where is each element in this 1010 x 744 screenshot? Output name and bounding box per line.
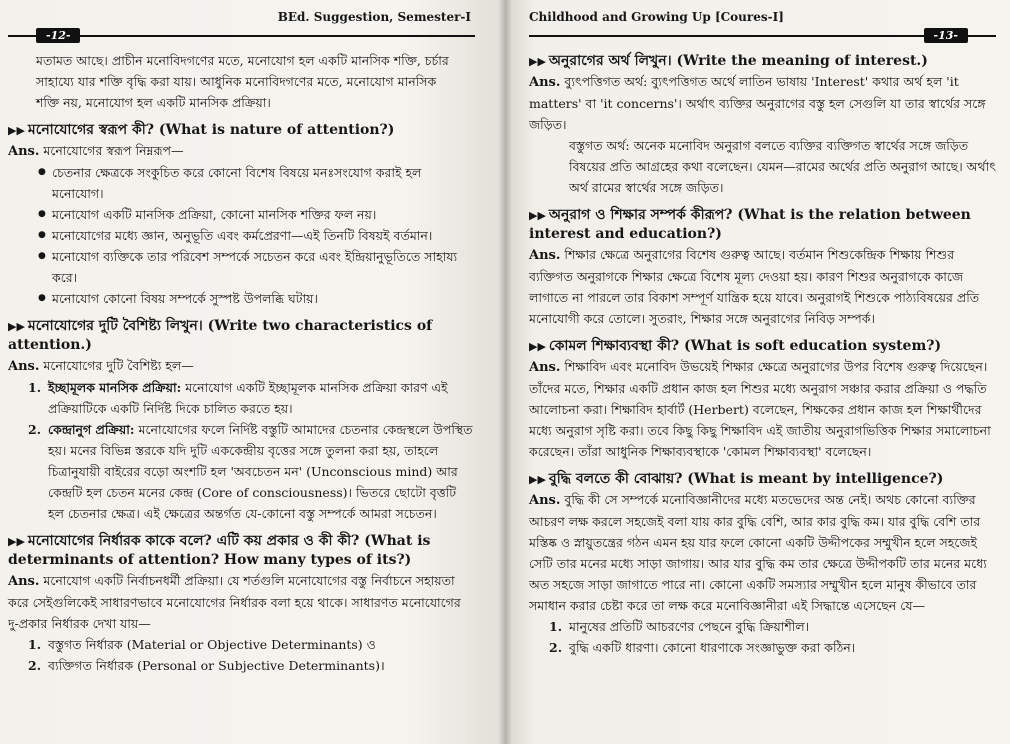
arrow-icon: ▶▶: [529, 473, 546, 486]
answer-block: [529, 71, 996, 135]
left-running-head: BEd. Suggestion, Semester-I: [277, 10, 471, 24]
answer-block: [8, 570, 475, 634]
list-item: 1. মানুষের প্রতিটি আচরণের পেছনে বুদ্ধি ক্রিয়াশীল।: [549, 619, 810, 634]
ans-label: Ans.: [529, 248, 561, 263]
ans-label: Ans.: [8, 359, 40, 374]
book-gutter: [498, 0, 512, 744]
bullet-list: [8, 162, 475, 309]
answer-text: বুদ্ধি কী সে সম্পর্কে মনোবিজ্ঞানীদের মধ্যে মতভেদের অন্ত নেই। অথচ কোনো ব্যক্তির আচরণ লক্ষ করলে সহজেই বলা যায় কার বুদ্ধি বেশি, আর কার বুদ্ধি কম। যার বুদ্ধি বেশি তার মস্তিষ্ক ও স্নায়ুতন্ত্রের গঠন এমন হয় যার ফলে কোনো একটি উদ্দীপকের সম্মুখীন হলে সহজেই সেটি তার মনের মধ্যে সাড়া জাগায়। আর যার বুদ্ধি কম তার ক্ষেত্রে উদ্দীপকটি তার মনের মধ্যে অত সহজে সাড়া জাগাতে পারে না। কোনো একটি সমস্যার সম্মুখীন হলে মানুষ কীভাবে তার সমাধান করার চেষ্টা করে তা লক্ষ করে মনোবিজ্ঞানীরা এই সিদ্ধান্তে এসেছেন যে—: [529, 492, 987, 613]
list-item: ● মনোযোগের মধ্যে জ্ঞান, অনুভূতি এবং কর্মপ্রেরণা—এই তিনটি বিষয়ই বর্তমান।: [52, 225, 475, 246]
question-heading: ▶▶ মনোযোগের নির্ধারক কাকে বলে? এটি কয় প্রকার ও কী কী? (What is determinants of attention? How many types of its?): [8, 533, 431, 568]
ans-label: Ans.: [8, 574, 40, 589]
intro-paragraph: [8, 50, 475, 113]
list-item: ● মনোযোগ একটি মানসিক প্রক্রিয়া, কোনো মানসিক শক্তির ফল নয়।: [52, 204, 475, 225]
answer-text: ব্যুৎপত্তিগত অর্থ: ব্যুৎপত্তিগত অর্থে লাতিন ভাষায় 'Interest' কথার অর্থ হল 'it matters' বা 'it concerns'। অর্থাৎ ব্যক্তির অনুরাগের বস্তু হল সেগুলি যা তার স্বার্থের সঙ্গে জড়িত।: [529, 74, 986, 132]
arrow-icon: ▶▶: [8, 124, 25, 137]
answer-block: [529, 244, 996, 329]
intro-line: সাহায্যে যার শক্তি বৃদ্ধি করা যায়। আধুনিক মনোবিদগণের মতে, মনোযোগ মানসিক: [36, 74, 437, 89]
left-page-number: -12-: [36, 28, 80, 43]
answer-intro: মনোযোগের স্বরূপ নিম্নরূপ—: [43, 143, 184, 158]
left-header-bar: [8, 28, 475, 44]
answer-intro: মনোযোগের দুটি বৈশিষ্ট্য হল—: [43, 358, 194, 373]
ans-label: Ans.: [529, 493, 561, 508]
question-heading: ▶▶ অনুরাগের অর্থ লিখুন। (Write the meaning of interest.): [529, 53, 928, 69]
intro-line: শক্তি নয়, মনোযোগ হল একটি মানসিক প্রক্রিয়া।: [36, 95, 271, 110]
question-heading: ▶▶ মনোযোগের দুটি বৈশিষ্ট্য লিখুন। (Write two characteristics of attention.): [8, 318, 433, 353]
intro-line: মতামত আছে। প্রাচীন মনোবিদগণের মতে, মনোযোগ হল একটি মানসিক শক্তি, চর্চার: [36, 53, 449, 68]
question-heading: ▶▶ বুদ্ধি বলতে কী বোঝায়? (What is meant by intelligence?): [529, 471, 944, 487]
answer-subparagraph: বস্তুগত অর্থ: অনেক মনোবিদ অনুরাগ বলতে ব্যক্তির ব্যক্তিগত স্বার্থের সঙ্গে জড়িত বিষয়ের প্রতি আগ্রহের কথা বলেছেন। যেমন—রামের অর্থের প্রতি অনুরাগ আছে। অর্থাৎ অর্থ রামের স্বার্থের সঙ্গে জড়িত।: [569, 138, 996, 195]
right-page: [505, 0, 1010, 744]
answer-text: শিক্ষাবিদ এবং মনোবিদ উভয়েই শিক্ষার ক্ষেত্রে অনুরাগের উপর বিশেষ গুরুত্ব দিয়েছেন। তাঁদের মতে, শিক্ষার একটি প্রধান কাজ হল শিশুর মধ্যে অনুরাগ সঞ্চার করার প্রক্রিয়া ও পদ্ধতি আলোচনা করা। শিক্ষাবিদ হার্বার্ট (Herbert) বলেছেন, শিক্ষকের প্রধান কাজ হল শিক্ষার্থীদের মধ্যে অনুরাগ সৃষ্টি করা। তবে কিছু কিছু শিক্ষাবিদ এই জাতীয় অনুরাগভিত্তিক শিক্ষার সমালোচনা করেছেন। তাঁরা আধুনিক শিক্ষাব্যবস্থাকে 'কোমল শিক্ষাব্যবস্থা' বলেছেন।: [529, 359, 991, 459]
answer-block: [529, 356, 996, 462]
right-running-head: Childhood and Growing Up [Coures-I]: [529, 10, 784, 24]
question-heading: ▶▶ কোমল শিক্ষাব্যবস্থা কী? (What is soft education system?): [529, 338, 942, 354]
question-heading: ▶▶ অনুরাগ ও শিক্ষার সম্পর্ক কীরূপ? (What is the relation between interest and education?): [529, 207, 971, 242]
ans-label: Ans.: [529, 360, 561, 375]
arrow-icon: ▶▶: [529, 55, 546, 68]
arrow-icon: ▶▶: [529, 340, 546, 353]
numbered-list: [529, 616, 996, 658]
arrow-icon: ▶▶: [529, 209, 546, 222]
question-heading: ▶▶ মনোযোগের স্বরূপ কী? (What is nature of attention?): [8, 122, 395, 138]
right-page-number: -13-: [924, 28, 968, 43]
answer-text: মনোযোগ একটি নির্বাচনধর্মী প্রক্রিয়া। যে শর্তগুলি মনোযোগের বস্তু নির্বাচনে সহায়তা করে সেইগুলিকেই সাধারণভাবে মনোযোগের নির্ধারক বলা হয়ে থাকে। সাধারণত মনোযোগের দু-প্রকার নির্ধারক দেখা যায়—: [8, 573, 461, 631]
list-item: ● মনোযোগ কোনো বিষয় সম্পর্কে সুস্পষ্ট উপলব্ধি ঘটায়।: [52, 288, 475, 309]
arrow-icon: ▶▶: [8, 320, 25, 333]
answer-block: [529, 489, 996, 616]
right-header-bar: [529, 28, 996, 44]
list-item: 2. কেন্দ্রানুগ প্রক্রিয়া: মনোযোগের ফলে নির্দিষ্ট বস্তুটি আমাদের চেতনার কেন্দ্রস্থলে উপস্থিত হয়। মনের বিভিন্ন স্তরকে যদি দুটি এককেন্দ্রীয় বৃত্তের সঙ্গে তুলনা করা হয়, তাহলে চিত্রানুযায়ী বাইরের বড়ো অংশটি হল 'অবচেতন মন' (Unconscious mind) আর কেন্দ্রটি হল চেতন মনের কেন্দ্র (Core of consciousness)। ভিতরে ছোটো বৃত্তটি হল চেতনার ক্ষেত্র। এই ক্ষেত্রের অন্তর্গত যে-কোনো বস্তু সম্পর্কে আমরা সচেতন।: [28, 422, 473, 521]
numbered-list: [8, 377, 475, 524]
answer-block: [8, 140, 475, 162]
ans-label: Ans.: [8, 144, 40, 159]
list-item: ● মনোযোগ ব্যক্তিকে তার পরিবেশ সম্পর্কে সচেতন করে এবং ইন্দ্রিয়ানুভূতিতে সাহায্য করে।: [52, 246, 475, 288]
arrow-icon: ▶▶: [8, 535, 25, 548]
answer-text: শিক্ষার ক্ষেত্রে অনুরাগের বিশেষ গুরুত্ব আছে। বর্তমান শিশুকেন্দ্রিক শিক্ষায় শিশুর ব্যক্তিগত অনুরাগকে শিক্ষার ক্ষেত্রে বিশেষ মূল্য দেওয়া হয়। কারণ শিশুর অনুরাগকে কাজে লাগাতে না পারলে তার বিকাশ সম্পূর্ণ যান্ত্রিক হয়ে যাবে। অনুরাগই শিশুকে পাঠ্যবিষয়ের প্রতি মনোযোগী করে তোলে। সুতরাং, শিক্ষার সঙ্গে অনুরাগের নিবিড় সম্পর্ক।: [529, 247, 980, 326]
numbered-list: [8, 634, 475, 676]
ans-label: Ans.: [529, 75, 561, 90]
list-item: 2. ব্যক্তিগত নির্ধারক (Personal or Subjective Determinants)।: [28, 658, 385, 673]
list-item: 1. বস্তুগত নির্ধারক (Material or Objective Determinants) ও: [28, 637, 376, 652]
answer-block: [8, 355, 475, 377]
list-item: 2. বুদ্ধি একটি ধারণা। কোনো ধারণাকে সংজ্ঞাভুক্ত করা কঠিন।: [549, 640, 856, 655]
list-item: ● চেতনার ক্ষেত্রকে সংকুচিত করে কোনো বিশেষ বিষয়ে মনঃসংযোগ করাই হল মনোযোগ।: [52, 162, 475, 204]
list-item: 1. ইচ্ছামূলক মানসিক প্রক্রিয়া: মনোযোগ একটি ইচ্ছামূলক মানসিক প্রক্রিয়া কারণ এই প্রক্রিয়াটিকে একটি নির্দিষ্ট দিকে চালিত করতে হয়।: [28, 380, 448, 416]
